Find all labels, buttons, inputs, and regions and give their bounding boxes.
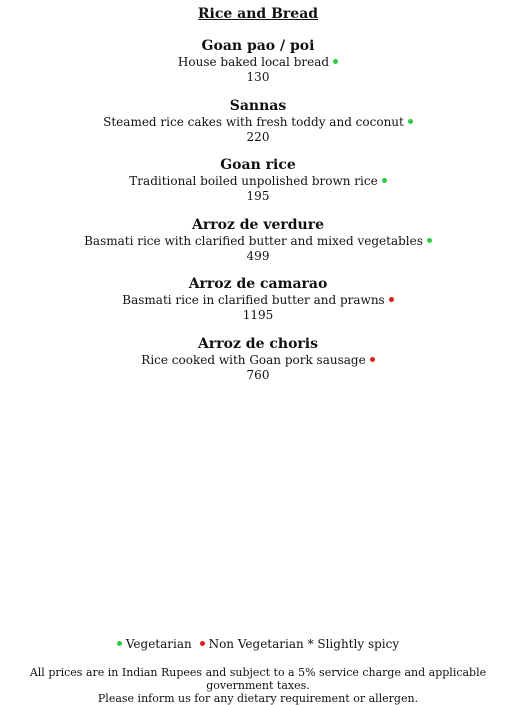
item-name: Arroz de choris xyxy=(198,335,318,352)
nonveg-dot-icon xyxy=(389,297,394,302)
menu-item xyxy=(0,38,516,98)
veg-dot-icon xyxy=(333,59,338,64)
item-price: 130 xyxy=(246,70,270,84)
menu-item xyxy=(0,98,516,158)
item-name: Arroz de verdure xyxy=(191,216,324,233)
item-price: 195 xyxy=(246,189,270,203)
veg-dot-icon xyxy=(382,178,387,183)
nonveg-dot-icon xyxy=(370,357,375,362)
menu-list xyxy=(0,38,516,395)
veg-dot-icon xyxy=(427,238,432,243)
item-price: 760 xyxy=(246,367,270,382)
item-price: 1195 xyxy=(242,308,274,322)
footer-price-note: All prices are in Indian Rupees and subject to a 5% service charge and applicable government taxes. xyxy=(29,666,487,692)
item-price: 220 xyxy=(246,129,270,144)
legend-veg-label: Vegetarian xyxy=(125,637,192,651)
item-name: Arroz de camarao xyxy=(188,276,328,292)
item-name: Goan rice xyxy=(220,157,296,173)
nonveg-dot-icon xyxy=(200,641,205,646)
item-description: House baked local bread xyxy=(177,55,330,69)
footer-note xyxy=(0,666,516,705)
veg-dot-icon xyxy=(117,641,122,646)
menu-item xyxy=(0,276,516,336)
legend-nonveg-label: Non Vegetarian xyxy=(208,637,304,651)
item-name: Sannas xyxy=(229,97,287,114)
item-description: Rice cooked with Goan pork sausage xyxy=(141,352,366,367)
item-description: Basmati rice in clarified butter and prawns xyxy=(122,293,385,307)
page-title: Rice and Bread xyxy=(197,6,319,22)
legend-spicy-label: * Slightly spicy xyxy=(307,637,400,651)
menu-item xyxy=(0,217,516,277)
menu-item xyxy=(0,157,516,217)
item-price: 499 xyxy=(246,248,270,263)
veg-dot-icon xyxy=(408,119,413,124)
item-description: Traditional boiled unpolished brown rice xyxy=(129,174,378,188)
item-name: Goan pao / poi xyxy=(201,38,315,54)
dietary-legend xyxy=(0,637,516,651)
item-description: Basmati rice with clarified butter and mixed vegetables xyxy=(84,233,423,248)
menu-item xyxy=(0,336,516,396)
item-description: Steamed rice cakes with fresh toddy and coconut xyxy=(103,114,404,129)
footer-allergen-note: Please inform us for any dietary requirement or allergen. xyxy=(97,692,419,705)
